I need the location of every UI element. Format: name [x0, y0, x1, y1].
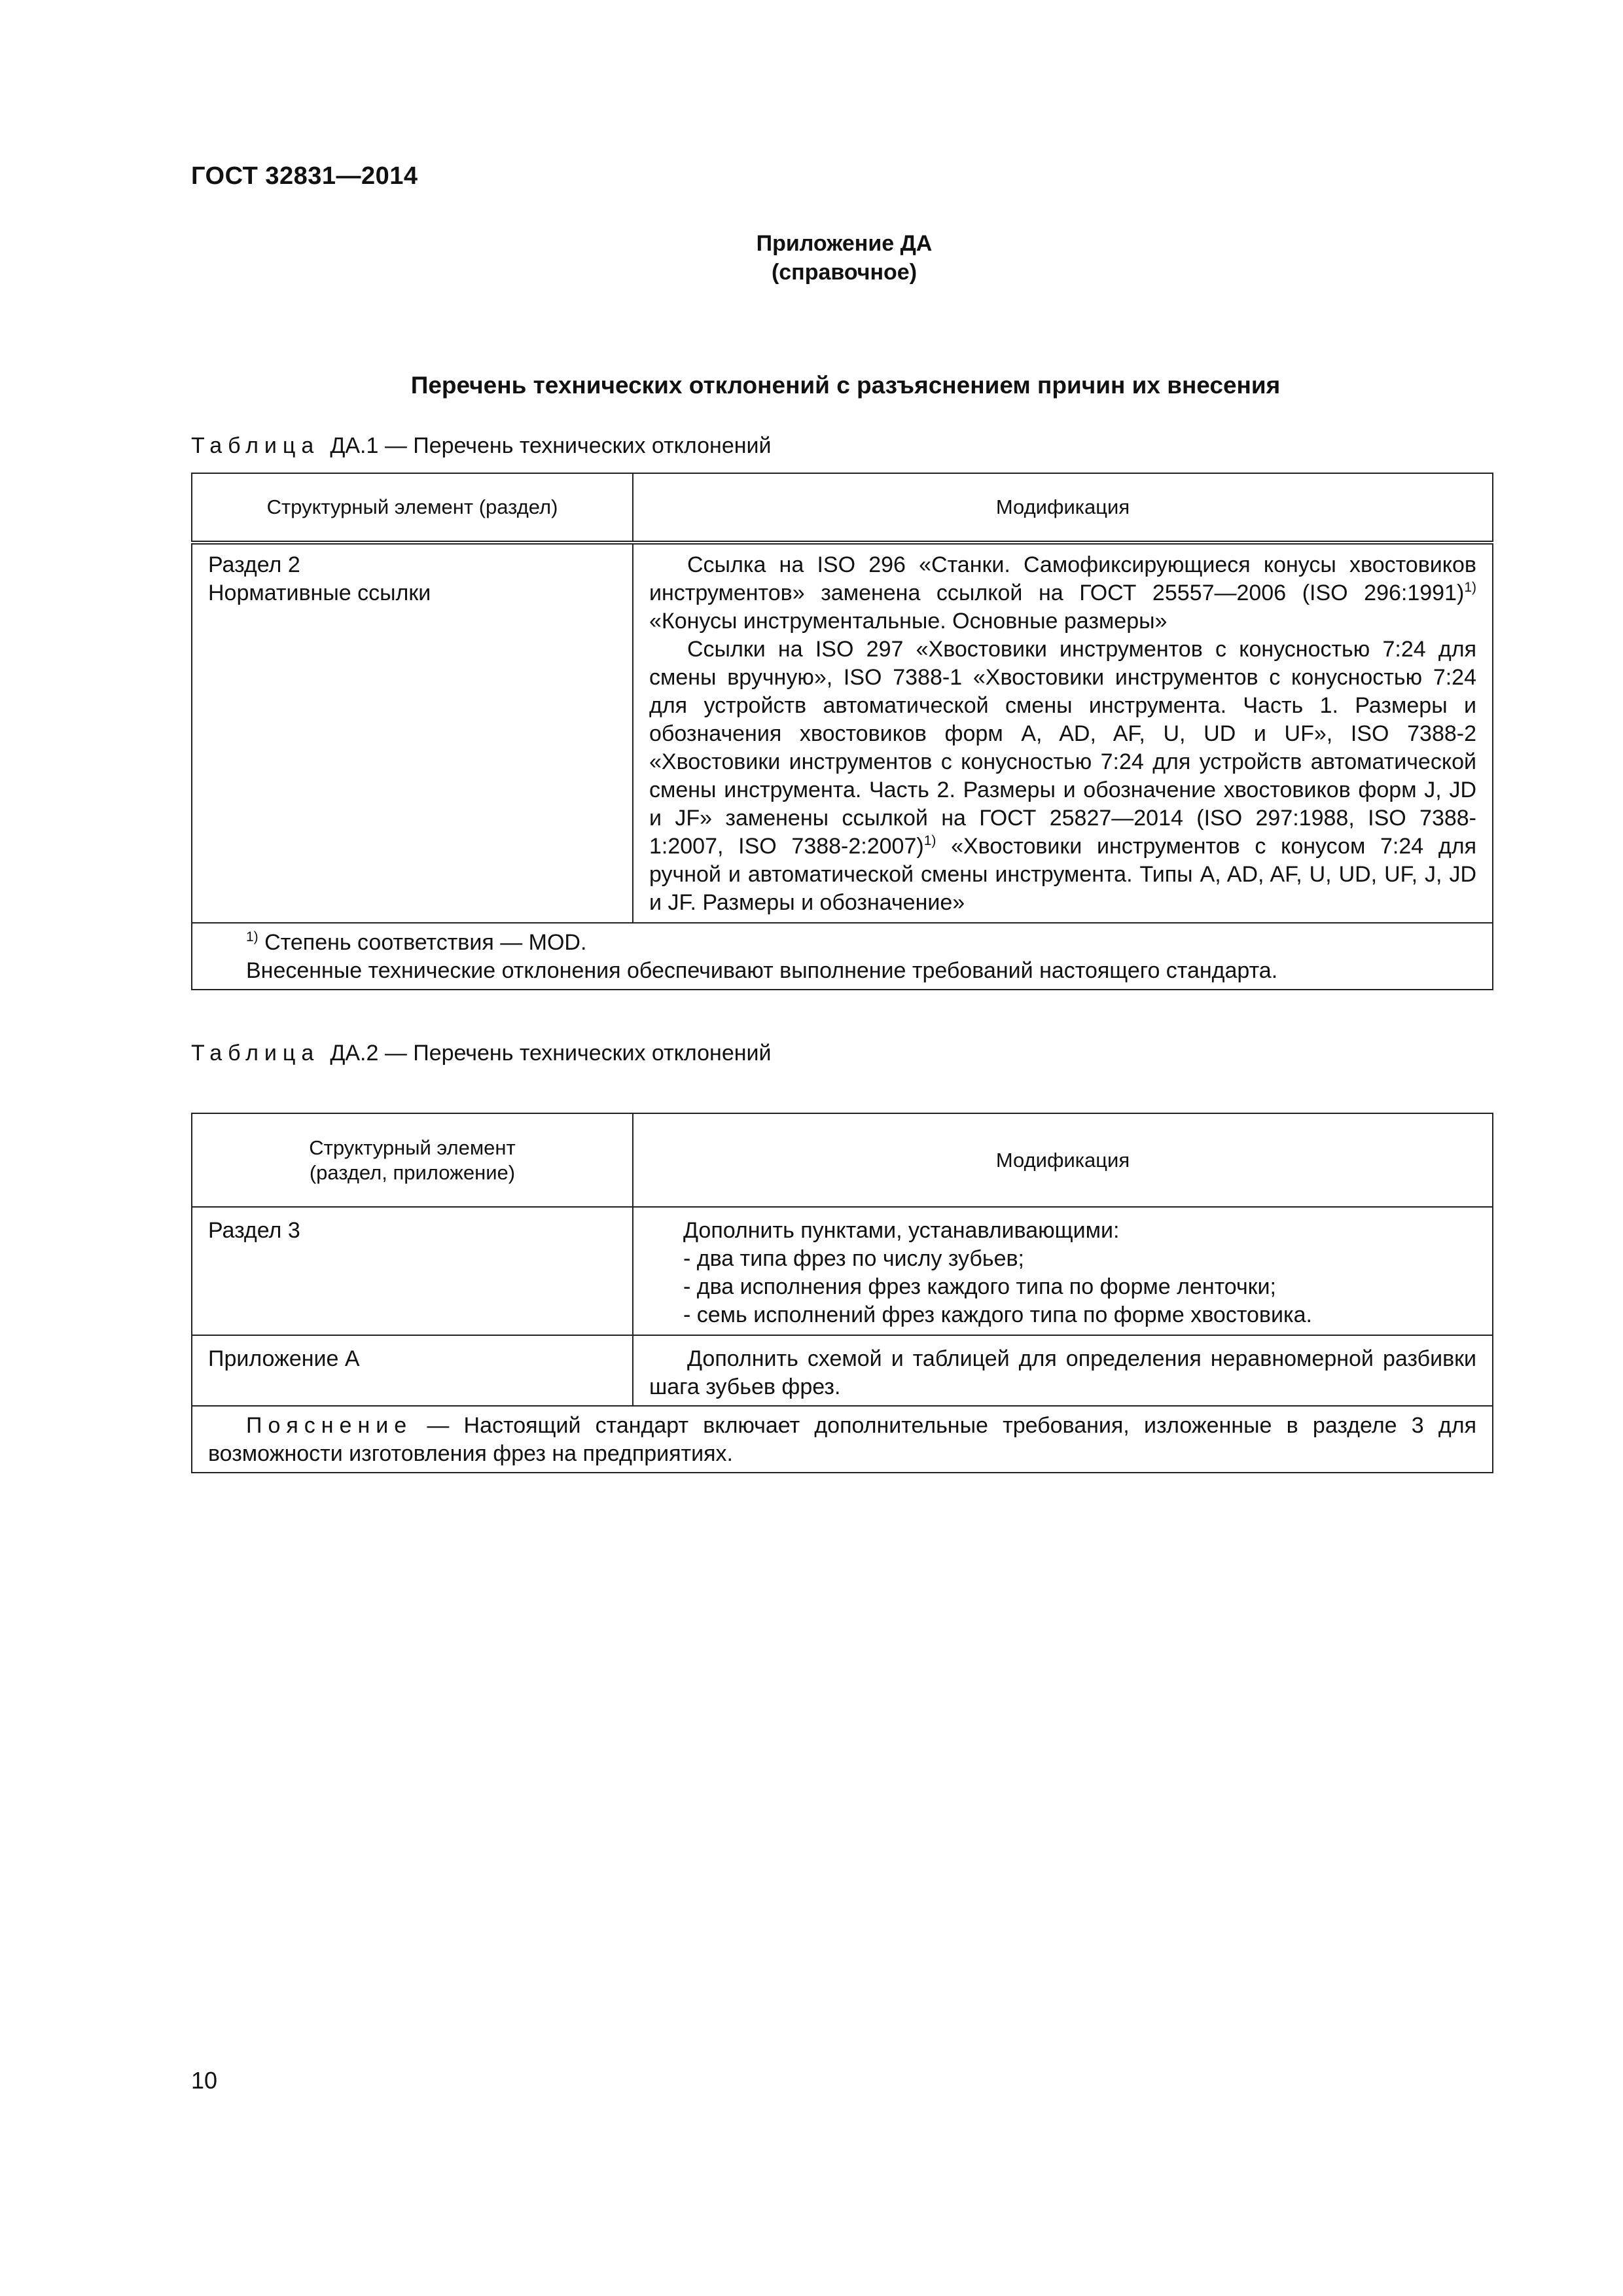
- table1-mod-p2-tail: «Хвостовики инструментов с конусом 7:24 для ручной и автоматической смены инструмента. Типы A, AD, AF, U, UD, UF, J, JD и JF. Размеры и обозначение»: [649, 834, 1476, 915]
- table2-row1-mod-line4: - семь исполнений фрез каждого типа по форме хвостовика.: [683, 1302, 1312, 1327]
- table2-row1-mod-line2: - два типа фрез по числу зубьев;: [683, 1246, 1025, 1271]
- table1-header-element: Структурный элемент (раздел): [192, 473, 633, 543]
- table-row: [192, 1335, 1493, 1406]
- table1-footnote-line2: Внесенные технические отклонения обеспечивают выполнение требований настоящего стандарта.: [246, 958, 1278, 983]
- footnote-marker: 1): [246, 929, 259, 944]
- table2-caption-text: ДА.2 — Перечень технических отклонений: [330, 1041, 772, 1066]
- table1-header-row: [192, 473, 1493, 543]
- appendix-title: Приложение ДА: [756, 231, 933, 256]
- table2-note-text: — Настоящий стандарт включает дополнительные требования, изложенные в разделе 3 для возможности изготовления фрез на предприятиях.: [208, 1413, 1476, 1466]
- appendix-subtitle: (справочное): [771, 260, 918, 285]
- table2-note-row: [192, 1406, 1493, 1473]
- document-number: ГОСТ 32831—2014: [191, 162, 418, 190]
- footnote-ref: 1): [1464, 580, 1476, 595]
- table1-footnote-line1: [208, 929, 1476, 957]
- table2-note-cell: [192, 1406, 1493, 1473]
- table1-caption-text: ДА.1 — Перечень технических отклонений: [330, 433, 772, 458]
- table1-caption-word: Таблица: [191, 433, 320, 458]
- footnote-ref: 1): [923, 833, 936, 848]
- appendix-heading: [0, 229, 1623, 287]
- table1-caption: [191, 433, 772, 459]
- table1-mod-p2-text: Ссылки на ISO 297 «Хвостовики инструментов с конусностью 7:24 для смены вручную», ISO 7388-1 «Хвостовики инструментов с конусностью 7:24 для устройств автоматической смены инструмента. Часть 1. Размеры и обозначения хвостовиков форм A, AD, AF, U, UD и UF», ISO 7388-2 «Хвостовики инструментов с конусностью 7:24 для устройств автоматической смены инструмента. Часть 2. Размеры и обозначение хвостовиков форм J, JD и JF» заменены ссылкой на ГОСТ 25827—2014 (ISO 297:1988, ISO 7388-1:2007, ISO 7388-2:2007): [649, 637, 1476, 859]
- table1-footnote-text1: Степень соответствия — MOD.: [258, 930, 587, 955]
- table1-element-line1: Раздел 2: [208, 552, 300, 577]
- table2-row1-modification: [633, 1207, 1493, 1335]
- table2-caption-word: Таблица: [191, 1041, 320, 1066]
- table1-modification-cell: [633, 543, 1493, 923]
- section-title: Перечень технических отклонений с разъяснением причин их внесения: [410, 372, 1281, 399]
- table2-row1-mod-line1: Дополнить пунктами, устанавливающими:: [683, 1218, 1120, 1243]
- table2-note: [208, 1412, 1476, 1468]
- table1-element-cell: [192, 543, 633, 923]
- table1: [191, 473, 1493, 990]
- table1-footnote-cell: [192, 923, 1493, 990]
- table2-header-element-line1: Структурный элемент: [309, 1136, 516, 1159]
- table1-element-line2: Нормативные ссылки: [208, 581, 431, 605]
- table2-header-row: [192, 1113, 1493, 1207]
- table1-mod-p1-tail: «Конусы инструментальные. Основные размеры»: [649, 609, 1168, 634]
- table1-mod-paragraph-2: [649, 636, 1476, 917]
- table2-header-element: [192, 1113, 633, 1207]
- table2-note-word: Пояснение: [246, 1413, 413, 1438]
- table-row: [192, 543, 1493, 923]
- table1-mod-paragraph-1: [649, 551, 1476, 636]
- table2-row2-mod-text: Дополнить схемой и таблицей для определения неравномерной разбивки шага зубьев фрез.: [649, 1346, 1476, 1399]
- table2-row1-element: Раздел 3: [192, 1207, 633, 1335]
- table2: [191, 1113, 1493, 1473]
- table2-row1-mod-line3: - два исполнения фрез каждого типа по форме ленточки;: [683, 1274, 1276, 1299]
- table1-mod-p1-text: Ссылка на ISO 296 «Станки. Самофиксирующиеся конусы хвостовиков инструментов» заменена ссылкой на ГОСТ 25557—2006 (ISO 296:1991): [649, 552, 1476, 605]
- table2-caption: [191, 1041, 772, 1066]
- table2-header-modification: Модификация: [633, 1113, 1493, 1207]
- table2-row2-element: Приложение А: [192, 1335, 633, 1406]
- page-number: 10: [191, 2067, 218, 2094]
- table2-row2-modification: [633, 1335, 1493, 1406]
- table1-header-modification: Модификация: [633, 473, 1493, 543]
- table1-footnote-row: [192, 923, 1493, 990]
- table2-header-element-line2: (раздел, приложение): [309, 1160, 516, 1184]
- table-row: [192, 1207, 1493, 1335]
